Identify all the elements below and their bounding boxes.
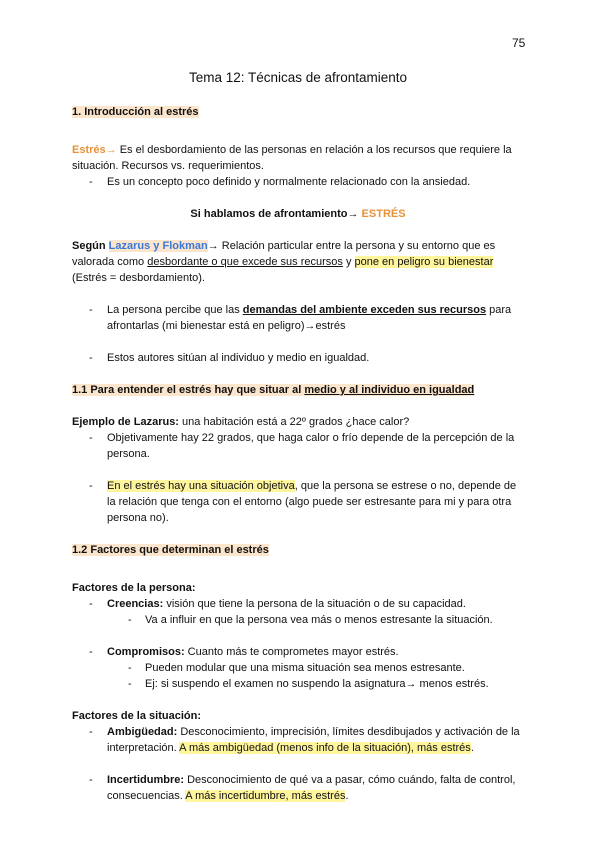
sub-list-item: - Va a influir en que la persona vea más o menos estresante la situación. bbox=[72, 612, 524, 628]
list-item: - Objetivamente hay 22 grados, que haga calor o frío depende de la percepción de la persona. bbox=[72, 430, 524, 462]
page-number: 75 bbox=[512, 36, 526, 50]
list-item: - Es un concepto poco definido y normalmente relacionado con la ansiedad. bbox=[72, 174, 524, 190]
list-item: - Incertidumbre: Desconocimiento de qué va a pasar, cómo cuándo, falta de control, consecuencias. A más incertidumbre, más estrés. bbox=[72, 772, 524, 804]
section-1-heading: 1. Introducción al estrés bbox=[72, 106, 199, 118]
factores-persona-label: Factores de la persona: bbox=[72, 582, 196, 594]
list-item: - Ambigüedad: Desconocimiento, imprecisión, límites desdibujados y activación de la interpretación. A más ambigüedad (menos info de la situación), más estrés. bbox=[72, 724, 524, 756]
section-1-1-heading: 1.1 Para entender el estrés hay que situar al medio y al individuo en igualdad bbox=[72, 384, 475, 396]
stress-definition: Estrés→ Es el desbordamiento de las personas en relación a los recursos que requiere la situación. Recursos vs. requerimientos. bbox=[72, 144, 512, 172]
afrontamiento-line: Si hablamos de afrontamiento→ ESTRÉS bbox=[190, 208, 406, 220]
list-item: - Creencias: visión que tiene la persona de la situación o de su capacidad. bbox=[72, 596, 524, 612]
list-item: - Estos autores sitúan al individuo y medio en igualdad. bbox=[72, 350, 524, 366]
sub-list-item: - Pueden modular que una misma situación sea menos estresante. bbox=[72, 660, 524, 676]
list-item: - Compromisos: Cuanto más te comprometes mayor estrés. bbox=[72, 644, 524, 660]
lazarus-definition: Según Lazarus y Flokman→ Relación particular entre la persona y su entorno que es valorada como desbordante o que excede sus recursos y pone en peligro su bienestar (Estrés = desbordamiento). bbox=[72, 240, 496, 284]
lazarus-example: Ejemplo de Lazarus: una habitación está a 22º grados ¿hace calor? bbox=[72, 416, 410, 428]
authors: Lazarus y Flokman bbox=[108, 240, 208, 252]
list-item: - La persona percibe que las demandas del ambiente exceden sus recursos para afrontarlas (mi bienestar está en peligro)→estrés bbox=[72, 302, 524, 334]
document-title: Tema 12: Técnicas de afrontamiento bbox=[188, 70, 408, 85]
sub-list-item: - Ej: si suspendo el examen no suspendo la asignatura→ menos estrés. bbox=[72, 676, 524, 692]
section-1-2-heading: 1.2 Factores que determinan el estrés bbox=[72, 544, 269, 556]
term-estres: Estrés bbox=[72, 144, 106, 156]
factores-situacion-label: Factores de la situación: bbox=[72, 710, 201, 722]
document-body bbox=[72, 70, 524, 804]
list-item: - En el estrés hay una situación objetiva, que la persona se estrese o no, depende de la relación que tenga con el entorno (algo puede ser estresante para mi y para otra persona no). bbox=[72, 478, 524, 526]
